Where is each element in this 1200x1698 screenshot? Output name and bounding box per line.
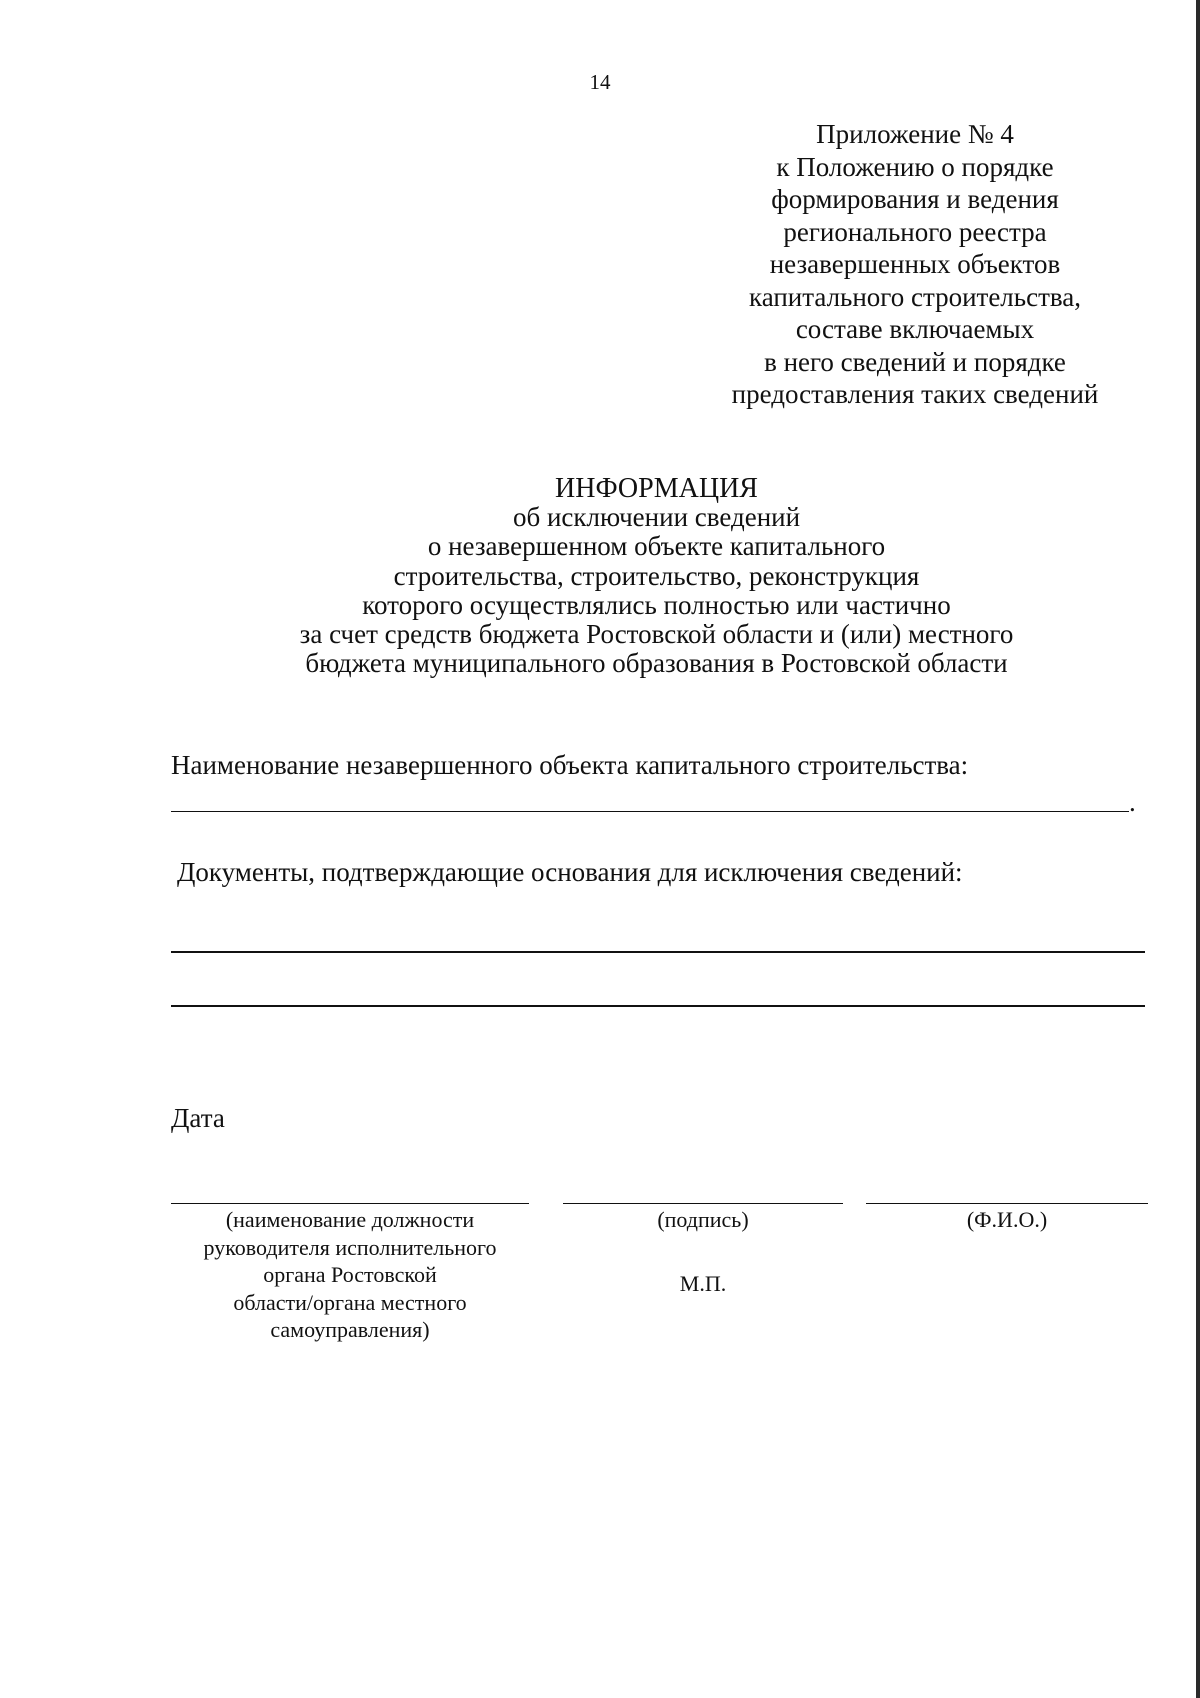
position-caption-line: (наименование должности [225,1207,475,1232]
position-caption-line: органа Ростовской [263,1262,437,1287]
object-name-label: Наименование незавершенного объекта капитального строительства: [171,750,969,780]
document-title-block [170,474,1143,678]
documents-label: Документы, подтверждающие основания для исключения сведений: [177,857,963,887]
appendix-header [700,118,1130,411]
appendix-line: регионального реестра [783,216,1047,247]
document-subtitle-line: о незавершенном объекте капитального [427,531,886,562]
position-caption-line: области/органа местного [233,1289,467,1315]
date-label: Дата [171,1103,225,1133]
position-caption-line: руководителя исполнительного [203,1234,497,1260]
document-subtitle-line: за счет средств бюджета Ростовской области и (или) местного [299,619,1014,650]
appendix-line: формирования и ведения [771,184,1059,214]
page-number: 14 [589,70,611,94]
document-subtitle-line: строительства, строительство, реконструкция [393,560,920,591]
appendix-line: к Положению о порядке [776,151,1054,182]
page-edge-border [1196,0,1200,1698]
position-caption [171,1206,529,1344]
appendix-line: Приложение № 4 [816,119,1014,149]
documents-input-line-2[interactable] [171,1005,1145,1007]
signature-line[interactable] [563,1203,843,1204]
appendix-line: капитального строительства, [748,281,1081,312]
object-name-end-dot: . [1129,787,1136,817]
document-subtitle-line: об исключении сведений [512,502,801,533]
appendix-line: предоставления таких сведений [731,379,1099,409]
appendix-line: в него сведений и порядке [764,346,1066,377]
full-name-caption: (Ф.И.О.) [966,1207,1048,1232]
signature-caption: (подпись) [657,1207,749,1232]
document-title: ИНФОРМАЦИЯ [555,473,758,504]
stamp-mark: М.П. [679,1271,727,1296]
object-name-input-line[interactable] [171,811,1129,812]
full-name-signature-line[interactable] [866,1203,1148,1204]
position-caption-line: самоуправления) [270,1317,430,1342]
document-subtitle-line: которого осуществлялись полностью или частично [362,589,951,620]
appendix-line: незавершенных объектов [769,249,1061,279]
position-signature-line[interactable] [171,1203,529,1204]
document-subtitle-line: бюджета муниципального образования в Ростовской области [305,648,1008,679]
appendix-line: составе включаемых [795,314,1035,344]
documents-input-line-1[interactable] [171,951,1145,953]
